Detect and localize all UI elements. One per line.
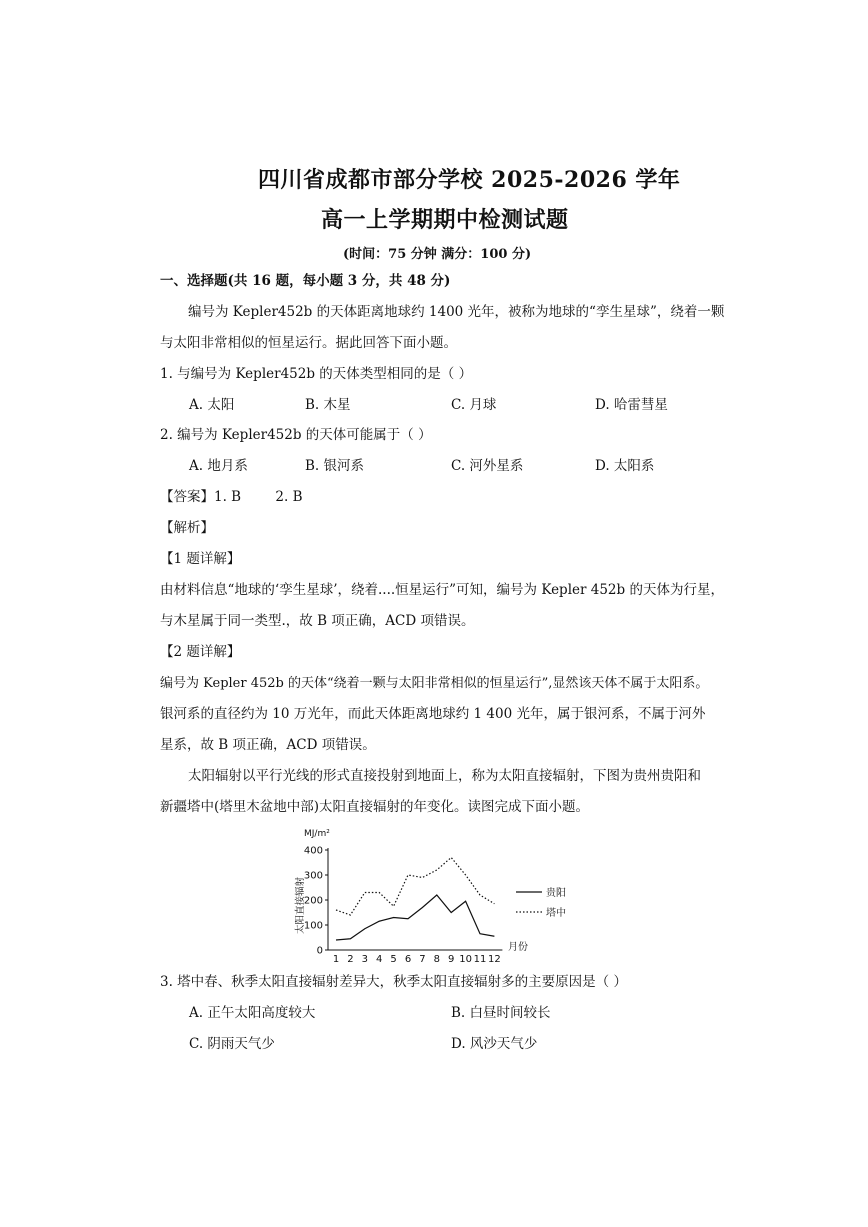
y-tick-label: 0 xyxy=(316,945,323,957)
legend-label-guiyang: 贵阳 xyxy=(546,888,566,899)
material1-line2: 与太阳非常相似的恒星运行。据此回答下面小题。 xyxy=(160,335,457,351)
section-heading: 一、选择题(共 16 题，每小题 3 分，共 48 分) xyxy=(160,273,451,289)
analysis-label: 【解析】 xyxy=(160,520,214,536)
q3-option-d[interactable]: D. 风沙天气少 xyxy=(451,1036,538,1052)
chart-axes xyxy=(304,846,502,966)
radiation-line-chart xyxy=(286,826,606,966)
chart-unit-label: MJ/m² xyxy=(304,829,330,839)
x-tick-label: 4 xyxy=(376,954,383,965)
title-line1: 四川省成都市部分学校 2025-2026 学年 xyxy=(258,167,681,193)
legend-label-tazhong: 塔中 xyxy=(546,908,566,919)
q1-stem: 1. 与编号为 Kepler452b 的天体类型相同的是（ ） xyxy=(160,366,473,382)
material1-line1: 编号为 Kepler452b 的天体距离地球约 1400 光年，被称为地球的“孪生星球”，绕着一颗 xyxy=(188,304,725,320)
title-line2: 高一上学期期中检测试题 xyxy=(321,207,569,233)
detail2-label: 【2 题详解】 xyxy=(160,644,241,660)
q2-option-a[interactable]: A. 地月系 xyxy=(189,458,248,474)
detail1-label: 【1 题详解】 xyxy=(160,551,241,567)
chart-legend xyxy=(516,886,566,919)
q2-option-c[interactable]: C. 河外星系 xyxy=(451,458,524,474)
x-tick-label: 7 xyxy=(419,954,426,965)
x-tick-label: 1 xyxy=(332,954,340,965)
material2-line2: 新疆塔中(塔里木盆地中部)太阳直接辐射的年变化。读图完成下面小题。 xyxy=(160,799,590,815)
q1-option-c[interactable]: C. 月球 xyxy=(451,397,497,413)
x-tick-label: 3 xyxy=(361,954,368,965)
material2-line1: 太阳辐射以平行光线的形式直接投射到地面上，称为太阳直接辐射，下图为贵州贵阳和 xyxy=(188,768,701,784)
x-tick-label: 6 xyxy=(404,954,412,965)
chart-series xyxy=(336,858,494,941)
x-tick-label: 8 xyxy=(433,954,440,965)
q3-option-a[interactable]: A. 正午太阳高度较大 xyxy=(189,1005,316,1021)
x-tick-label: 9 xyxy=(448,954,455,965)
x-tick-label: 10 xyxy=(459,954,472,965)
y-tick-label: 400 xyxy=(303,845,323,857)
q3-option-c[interactable]: C. 阴雨天气少 xyxy=(189,1036,275,1052)
q1-option-b[interactable]: B. 木星 xyxy=(305,397,351,413)
series-line-guiyang xyxy=(336,895,494,940)
chart-x-axis-label: 月份 xyxy=(508,942,528,953)
chart-y-axis-label: 太阳直接辐射 xyxy=(295,876,306,934)
q3-option-b[interactable]: B. 白昼时间较长 xyxy=(451,1005,551,1021)
q2-option-b[interactable]: B. 银河系 xyxy=(305,458,365,474)
x-tick-label: 12 xyxy=(488,954,501,965)
detail1-line1: 由材料信息“地球的‘孪生星球’，绕着....恒星运行”可知，编号为 Kepler 452b 的天体为行星， xyxy=(160,582,724,598)
detail1-line2: 与木星属于同一类型.，故 B 项正确，ACD 项错误。 xyxy=(160,613,475,629)
y-tick-label: 100 xyxy=(303,920,323,932)
q1-option-d[interactable]: D. 哈雷彗星 xyxy=(595,397,668,413)
x-tick-label: 2 xyxy=(347,954,354,965)
q1-option-a[interactable]: A. 太阳 xyxy=(189,397,235,413)
detail2-line1: 编号为 Kepler 452b 的天体“绕着一颗与太阳非常相似的恒星运行”,显然该天体不属于太阳系。 xyxy=(160,676,709,691)
exam-info: (时间：75 分钟 满分：100 分) xyxy=(343,247,532,262)
series-line-tazhong xyxy=(336,858,494,916)
q3-stem: 3. 塔中春、秋季太阳直接辐射差异大，秋季太阳直接辐射多的主要原因是（ ） xyxy=(160,974,627,990)
y-tick-label: 300 xyxy=(303,870,323,882)
detail2-line2: 银河系的直径约为 10 万光年，而此天体距离地球约 1 400 光年，属于银河系，不属于河外 xyxy=(160,706,706,722)
detail2-line3: 星系，故 B 项正确，ACD 项错误。 xyxy=(160,737,376,753)
q2-option-d[interactable]: D. 太阳系 xyxy=(595,458,655,474)
x-tick-label: 11 xyxy=(473,954,487,965)
x-tick-label: 5 xyxy=(390,954,397,965)
y-tick-label: 200 xyxy=(303,895,323,907)
q2-stem: 2. 编号为 Kepler452b 的天体可能属于（ ） xyxy=(160,427,432,443)
answer-line: 【答案】1. B 2. B xyxy=(160,489,303,505)
